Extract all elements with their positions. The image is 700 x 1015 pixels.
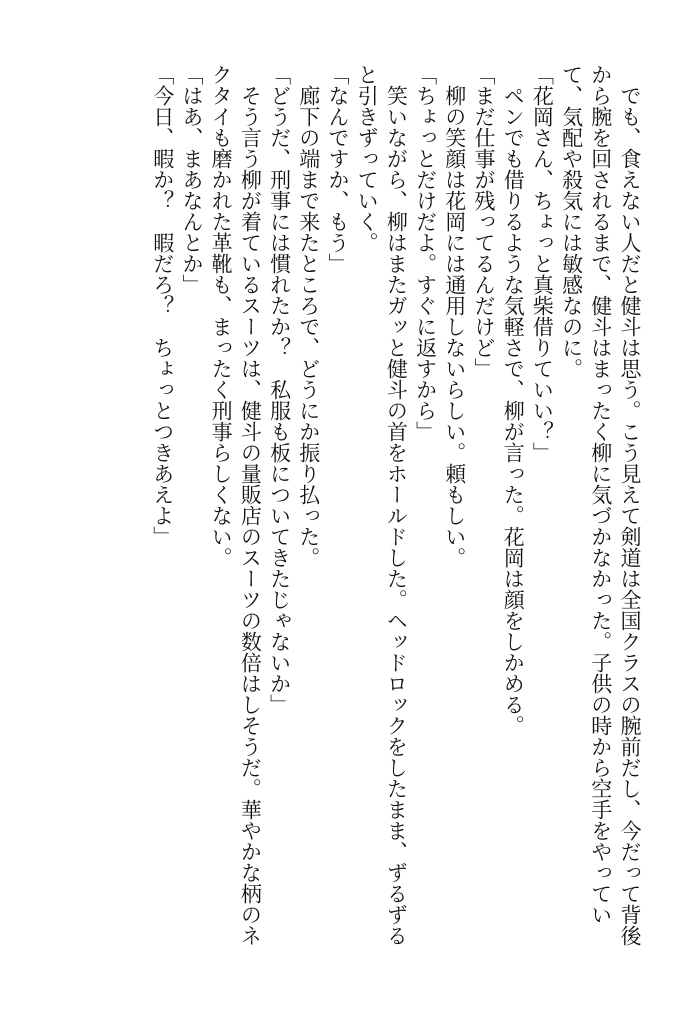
text-line: 「花岡さん、ちょっと真柴借りていい？」 <box>530 64 555 463</box>
text-line: 笑いながら、柳はまたガッと健斗の首をホールドした。ヘッドロックをしたまま、ずるずる <box>384 64 409 946</box>
vertical-text-body <box>148 64 644 964</box>
text-line: 廊下の端まで来たところで、どうにか振り払った。 <box>296 64 321 568</box>
text-line: 「まだ仕事が残ってるんだけど」 <box>471 64 496 379</box>
text-line: でも、食えない人だと健斗は思う。こう見えて剣道は全国クラスの腕前だし、今だって背後 <box>618 64 642 946</box>
text-line: 「今日、暇か？ 暇だろ？ ちょっとつきあえよ」 <box>150 64 175 547</box>
text-line: 「どうだ、刑事には慣れたか？ 私服も板についてきたじゃないか」 <box>267 64 292 715</box>
text-line: から腕を回されるまで、健斗はまったく柳に気づかなかった。子供の時から空手をやってい <box>588 64 613 925</box>
text-line: 柳の笑顔は花岡には通用しないらしい。頼もしい。 <box>442 64 467 568</box>
text-line: ペンでも借りるような気軽さで、柳が言った。花岡は顔をしかめる。 <box>501 64 526 736</box>
text-line: 「なんですか、もう」 <box>325 64 350 274</box>
text-line: 「はあ、まあなんとか」 <box>179 64 204 295</box>
text-line: て、気配や殺気には敏感なのに。 <box>559 64 584 379</box>
text-line: そう言う柳が着ているスーツは、健斗の量販店のスーツの数倍はしそうだ。華やかな柄のネ <box>238 64 263 946</box>
text-line: と引きずっていく。 <box>355 64 380 253</box>
text-line: 「ちょっとだけだよ。すぐに返すから」 <box>413 64 438 442</box>
text-line: クタイも磨かれた革靴も、まったく刑事らしくない。 <box>209 64 234 568</box>
